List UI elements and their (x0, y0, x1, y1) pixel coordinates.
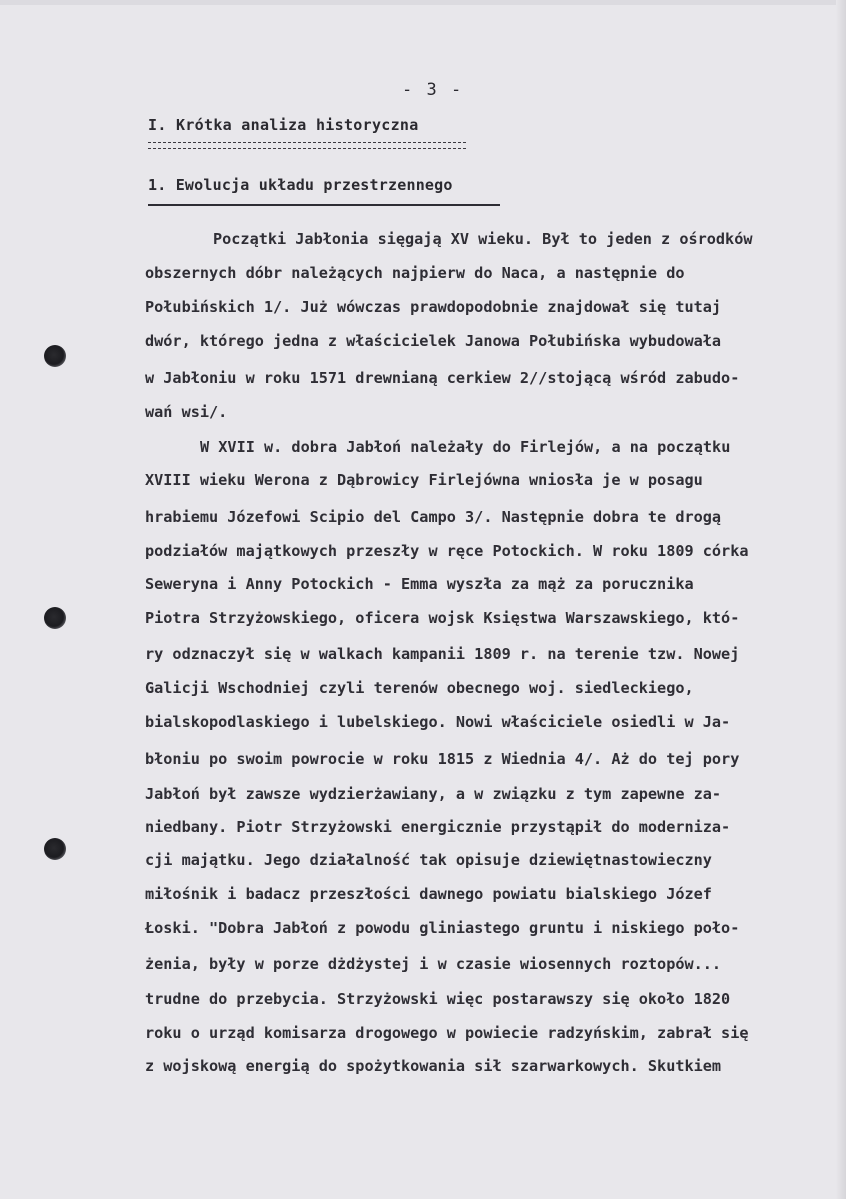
text-line: Piotra Strzyżowskiego, oficera wojsk Księstwa Warszawskiego, któ- (145, 609, 740, 627)
text-line: niedbany. Piotr Strzyżowski energicznie przystąpił do moderniza- (145, 818, 731, 836)
subsection-title-underline (148, 204, 500, 206)
page-top-edge (0, 0, 846, 5)
text-line: bialskopodlaskiego i lubelskiego. Nowi właściciele osiedli w Ja- (145, 713, 731, 731)
text-line: hrabiemu Józefowi Scipio del Campo 3/. Następnie dobra te drogą (145, 508, 722, 526)
text-line: W XVII w. dobra Jabłoń należały do Firlejów, a na początku (200, 438, 731, 456)
text-line: XVIII wieku Werona z Dąbrowicy Firlejówna wniosła je w posagu (145, 471, 703, 489)
text-line: z wojskową energią do spożytkowania sił szarwarkowych. Skutkiem (145, 1057, 722, 1075)
text-line: obszernych dóbr należących najpierw do Naca, a następnie do (145, 264, 685, 282)
text-line: trudne do przebycia. Strzyżowski więc postarawszy się około 1820 (145, 990, 731, 1008)
punch-hole-top (44, 345, 66, 367)
text-line: błoniu po swoim powrocie w roku 1815 z Wiednia 4/. Aż do tej pory (145, 750, 740, 768)
punch-hole-middle (44, 607, 66, 629)
punch-hole-bottom (44, 838, 66, 860)
text-line: cji majątku. Jego działalność tak opisuje dziewiętnastowieczny (145, 851, 712, 869)
section-title-double-underline (148, 142, 466, 149)
text-line: Seweryna i Anny Potockich - Emma wyszła za mąż za porucznika (145, 575, 694, 593)
text-line: Galicji Wschodniej czyli terenów obecnego woj. siedleckiego, (145, 679, 694, 697)
text-line: wań wsi/. (145, 403, 228, 421)
text-line: dwór, którego jedna z właścicielek Janowa Połubińska wybudowała (145, 332, 722, 350)
text-line: miłośnik i badacz przeszłości dawnego powiatu bialskiego Józef (145, 885, 712, 903)
text-line: podziałów majątkowych przeszły w ręce Potockich. W roku 1809 córka (145, 542, 749, 560)
section-title: I. Krótka analiza historyczna (148, 116, 419, 134)
page-number: - 3 - (402, 80, 464, 100)
text-line: Początki Jabłonia sięgają XV wieku. Był to jeden z ośrodków (213, 230, 753, 248)
text-line: Połubińskich 1/. Już wówczas prawdopodobnie znajdował się tutaj (145, 298, 722, 316)
page-right-edge (836, 0, 846, 1199)
text-line: ry odznaczył się w walkach kampanii 1809 r. na terenie tzw. Nowej (145, 645, 740, 663)
text-line: w Jabłoniu w roku 1571 drewnianą cerkiew 2//stojącą wśród zabudo- (145, 369, 740, 387)
text-line: Łoski. "Dobra Jabłoń z powodu gliniastego gruntu i niskiego poło- (145, 919, 740, 937)
text-line: żenia, były w porze dżdżystej i w czasie wiosennych roztopów... (145, 955, 722, 973)
subsection-title: 1. Ewolucja układu przestrzennego (148, 176, 453, 194)
text-line: roku o urząd komisarza drogowego w powiecie radzyńskim, zabrał się (145, 1024, 749, 1042)
text-line: Jabłoń był zawsze wydzierżawiany, a w związku z tym zapewne za- (145, 785, 722, 803)
